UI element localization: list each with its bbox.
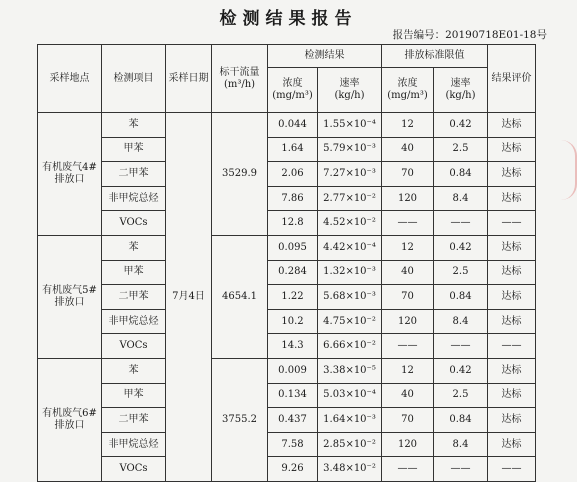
table-row: [38, 309, 536, 334]
header-location: 采样地点: [38, 45, 102, 113]
table-row: [38, 211, 536, 236]
cell-rate: 4.42×10⁻⁴: [318, 235, 382, 260]
table-row: [38, 334, 536, 359]
page-title: 检测结果报告: [219, 9, 358, 29]
cell-flow: 3755.2: [212, 358, 268, 481]
cell-std-rate: 8.4: [434, 186, 488, 211]
cell-item: 非甲烷总烃: [102, 309, 166, 334]
cell-std-conc: 12: [382, 113, 434, 138]
cell-std-conc: 120: [382, 186, 434, 211]
cell-std-rate: 2.5: [434, 260, 488, 285]
cell-item: VOCs: [102, 334, 166, 359]
header-std-rate: 速率 (kg/h): [434, 68, 488, 113]
cell-std-rate: 2.5: [434, 137, 488, 162]
cell-rate: 5.79×10⁻³: [318, 137, 382, 162]
header-date: 采样日期: [166, 45, 212, 113]
cell-location: 有机废气6#排放口: [38, 358, 102, 481]
cell-conc: 0.134: [268, 383, 318, 408]
results-table: [37, 44, 536, 482]
cell-std-rate: 8.4: [434, 432, 488, 457]
cell-conc: 10.2: [268, 309, 318, 334]
cell-rate: 2.77×10⁻²: [318, 186, 382, 211]
stamp-edge: [561, 140, 577, 200]
cell-std-conc: 40: [382, 137, 434, 162]
header-conc: 浓度 (mg/m³): [268, 68, 318, 113]
cell-item: 甲苯: [102, 137, 166, 162]
cell-eval: 达标: [488, 358, 536, 383]
header-standard: 排放标准限值: [382, 45, 488, 68]
cell-location: 有机废气4#排放口: [38, 113, 102, 236]
cell-rate: 7.27×10⁻³: [318, 162, 382, 187]
cell-eval: ——: [488, 457, 536, 482]
table-row: [38, 383, 536, 408]
cell-rate: 5.68×10⁻³: [318, 285, 382, 310]
cell-std-rate: 0.42: [434, 235, 488, 260]
table-row: [38, 162, 536, 187]
table-row: [38, 432, 536, 457]
cell-conc: 14.3: [268, 334, 318, 359]
cell-item: 苯: [102, 113, 166, 138]
cell-conc: 7.58: [268, 432, 318, 457]
cell-conc: 0.437: [268, 408, 318, 433]
cell-conc: 0.009: [268, 358, 318, 383]
cell-rate: 2.85×10⁻²: [318, 432, 382, 457]
cell-flow: 3529.9: [212, 113, 268, 236]
cell-rate: 1.55×10⁻⁴: [318, 113, 382, 138]
cell-conc: 7.86: [268, 186, 318, 211]
cell-std-rate: 0.42: [434, 358, 488, 383]
cell-eval: 达标: [488, 408, 536, 433]
cell-std-rate: 0.84: [434, 162, 488, 187]
cell-item: 甲苯: [102, 383, 166, 408]
cell-item: 苯: [102, 235, 166, 260]
cell-eval: 达标: [488, 432, 536, 457]
table-row: [38, 186, 536, 211]
cell-eval: 达标: [488, 113, 536, 138]
cell-std-rate: ——: [434, 211, 488, 236]
cell-conc: 1.64: [268, 137, 318, 162]
cell-rate: 1.64×10⁻³: [318, 408, 382, 433]
cell-std-conc: ——: [382, 457, 434, 482]
cell-conc: 0.284: [268, 260, 318, 285]
header-result: 检测结果: [268, 45, 382, 68]
cell-item: 苯: [102, 358, 166, 383]
cell-eval: 达标: [488, 186, 536, 211]
table-row: [38, 260, 536, 285]
header-rate: 速率 (kg/h): [318, 68, 382, 113]
cell-rate: 6.66×10⁻²: [318, 334, 382, 359]
table-row: [38, 113, 536, 138]
table-row: [38, 408, 536, 433]
cell-std-conc: ——: [382, 211, 434, 236]
cell-item: 甲苯: [102, 260, 166, 285]
cell-std-conc: 40: [382, 260, 434, 285]
cell-std-conc: ——: [382, 334, 434, 359]
cell-std-rate: 0.84: [434, 285, 488, 310]
cell-item: VOCs: [102, 211, 166, 236]
cell-std-conc: 12: [382, 358, 434, 383]
cell-conc: 0.095: [268, 235, 318, 260]
cell-eval: 达标: [488, 309, 536, 334]
cell-rate: 3.38×10⁻⁵: [318, 358, 382, 383]
cell-eval: ——: [488, 211, 536, 236]
cell-eval: 达标: [488, 383, 536, 408]
cell-item: VOCs: [102, 457, 166, 482]
table-row: [38, 137, 536, 162]
cell-std-rate: 8.4: [434, 309, 488, 334]
table-row: [38, 358, 536, 383]
cell-rate: 1.32×10⁻³: [318, 260, 382, 285]
header-std-conc: 浓度 (mg/m³): [382, 68, 434, 113]
cell-eval: 达标: [488, 137, 536, 162]
table-row: [38, 457, 536, 482]
cell-item: 二甲苯: [102, 162, 166, 187]
cell-rate: 4.52×10⁻²: [318, 211, 382, 236]
table-row: [38, 285, 536, 310]
cell-item: 非甲烷总烃: [102, 186, 166, 211]
cell-conc: 1.22: [268, 285, 318, 310]
cell-std-rate: ——: [434, 457, 488, 482]
report-number: 报告编号：20190718E01-18号: [392, 29, 547, 41]
cell-conc: 9.26: [268, 457, 318, 482]
cell-std-conc: 70: [382, 285, 434, 310]
cell-flow: 4654.1: [212, 235, 268, 358]
cell-std-rate: ——: [434, 334, 488, 359]
cell-location: 有机废气5#排放口: [38, 235, 102, 358]
cell-conc: 2.06: [268, 162, 318, 187]
cell-std-conc: 120: [382, 432, 434, 457]
cell-item: 非甲烷总烃: [102, 432, 166, 457]
cell-eval: 达标: [488, 162, 536, 187]
cell-std-rate: 2.5: [434, 383, 488, 408]
cell-std-conc: 120: [382, 309, 434, 334]
cell-item: 二甲苯: [102, 408, 166, 433]
cell-item: 二甲苯: [102, 285, 166, 310]
cell-date: 7月4日: [166, 113, 212, 482]
cell-std-conc: 12: [382, 235, 434, 260]
cell-eval: 达标: [488, 260, 536, 285]
cell-eval: ——: [488, 334, 536, 359]
cell-std-rate: 0.84: [434, 408, 488, 433]
cell-conc: 12.8: [268, 211, 318, 236]
cell-eval: 达标: [488, 285, 536, 310]
cell-rate: 4.75×10⁻²: [318, 309, 382, 334]
cell-conc: 0.044: [268, 113, 318, 138]
cell-eval: 达标: [488, 235, 536, 260]
cell-std-conc: 70: [382, 408, 434, 433]
cell-std-conc: 40: [382, 383, 434, 408]
table-row: [38, 235, 536, 260]
cell-rate: 3.48×10⁻²: [318, 457, 382, 482]
cell-std-rate: 0.42: [434, 113, 488, 138]
header-evaluation: 结果评价: [488, 45, 536, 113]
cell-rate: 5.03×10⁻⁴: [318, 383, 382, 408]
header-flow: 标干流量(m³/h): [212, 45, 268, 113]
cell-std-conc: 70: [382, 162, 434, 187]
header-item: 检测项目: [102, 45, 166, 113]
